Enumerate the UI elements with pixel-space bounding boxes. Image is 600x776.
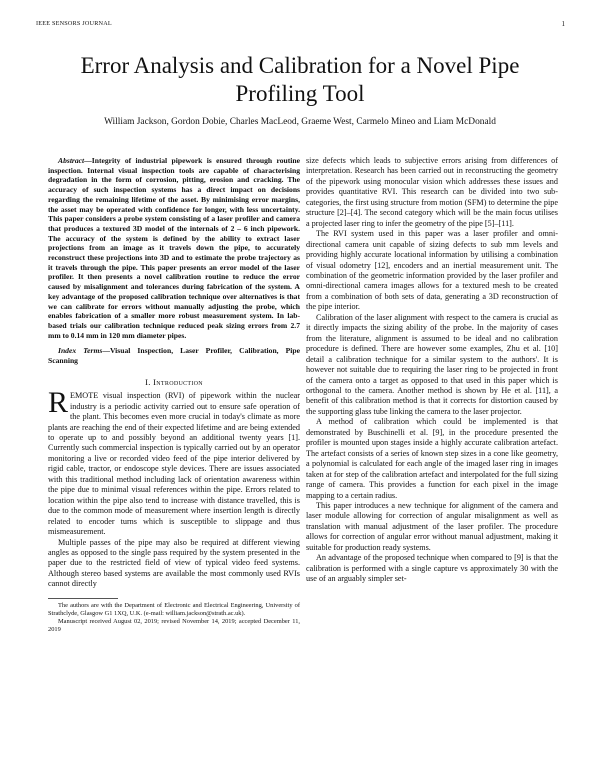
paper-title: Error Analysis and Calibration for a Novel Pipe Profiling Tool (80, 53, 520, 106)
index-terms-text: —Visual Inspection, Laser Profiler, Calibration, Pipe Scanning (48, 346, 300, 366)
first-word: EMOTE (70, 391, 99, 401)
section-title: Introduction (153, 376, 203, 387)
section-heading-introduction (48, 377, 300, 387)
drop-cap: R (48, 386, 69, 420)
running-head: IEEE SENSORS JOURNAL (36, 20, 112, 27)
left-column (48, 156, 300, 634)
index-terms (48, 346, 300, 365)
section-number: I. (145, 376, 151, 387)
right-paragraph-6: An advantage of the proposed technique when compared to [9] is that the calibration is performed with a single capture vs approximately 30 with the use of an arguably simpler set- (306, 553, 558, 584)
right-paragraph-2: The RVI system used in this paper was a laser profiler and omni-directional camera unit capable of sizing defects to sub mm levels and providing highly accurate locational information by utilising a combination of visual odometry [12], encoders and an inertial measurement unit. The combination of the geometric information provided by the laser profiler and omni-directional camera images allows for a textured mesh to be created from a combination of both sets of data, generating a 3D reconstruction of the pipe interior. (306, 229, 558, 312)
abstract-text: —Integrity of industrial pipework is ensured through routine inspection. Internal visual inspection tools are capable of characterising degradation in the form of corrosion, pitting, erosion and cracking. The accuracy of such inspection systems has a direct impact on decisions regarding the remaining lifetime of the asset. By minimising error margins, the asset may be operated with confidence for longer, with less uncertainty. This paper considers a probe system consisting of a laser profiler and camera that produces a textured 3D model of the internals of 2 – 6 inch pipework. The accuracy of the system is defined by the ability to extract laser projections from an image as it travels down the pipe, to accurately reconstruct these projections into 3D and to estimate the probe trajectory as it travels through the pipe. This paper presents an error model of the laser profiler. It then presents a novel calibration routine to reduce the error caused by misalignment and tolerances during fabrication of the system. A key advantage of the proposed calibration technique over alternatives is that we can calibrate for errors without manually adjusting the probe, which enables fabrication of a smaller more robust measurement system. In lab-based trials our calibration technique reduced peak sizing errors from 2.7 mm to 0.14 mm in 120 mm diameter pipes. (48, 156, 300, 340)
index-terms-lead: Index Terms (58, 346, 103, 356)
right-paragraph-1: size defects which leads to subjective errors arising from differences of interpretation. Research has been carried out in reconstructing the geometry of the pipework using monocular vision which addresses these issues and provides quantitative RVI. This research can be divided into two sub-categories, the first using structure from motion (SFM) to determine the pipe structure [2]–[4]. The second category which will be the main focus utilises a projected laser ring to infer the geometry of the pipe [5]–[11]. (306, 156, 558, 228)
footnote-affiliation: The authors are with the Department of Electronic and Electrical Engineering, University of Strathclyde, Glasgow G1 1XQ, U.K. (e-mail: william.jackson@strath.ac.uk). (48, 601, 300, 617)
right-paragraph-3: Calibration of the laser alignment with respect to the camera is crucial as it directly impacts the sizing ability of the probe. In the majority of cases from the literature, alignment is assumed to be ideal and no calibration procedure is defined. There are however some examples, Zhu et al. [10] detail a calibration technique for a similar system to the authors'. It is however not suitable due to requiring the laser ring to be projected in front of the camera onto a target as opposed to that used in this paper which is orthogonal to the camera. Another method is shown by He et al. [11], a benefit of this calibration method is that it corrects for distortion caused by the supporting glass tube linking the camera to the laser projector. (306, 312, 558, 416)
footnote-divider (48, 598, 118, 599)
intro-paragraph-1 (48, 386, 300, 537)
footnote-manuscript-dates: Manuscript received August 02, 2019; revised November 14, 2019; accepted December 11, 2019 (48, 617, 300, 633)
intro-paragraph-1-text: visual inspection (RVI) of pipework within the nuclear industry is a periodic activity carried out to ensure safe operation of the plant. This becomes even more crucial in today's climate as more plants are reaching the end of their expected lifetime and are being extended to operate up to and possibly beyond an additional twenty years [1]. Currently such commercial inspection is typically carried out by an operator monitoring a live or recorded video feed of the pipe interior delivered by rigid cable, tractor, or endoscope style devices. There are issues associated with this traditional method including lack of orientation awareness within the pipe due to minimal visual references within the pipe. Errors related to location within the pipe also tend to increase with distance travelled, this is due to the common mode of measurement where insertion length is directly related to encoder turns which is susceptible to slippage and thus mismeasurement. (48, 391, 300, 537)
abstract (48, 156, 300, 340)
abstract-lead: Abstract (58, 156, 85, 165)
right-paragraph-5: This paper introduces a new technique for alignment of the camera and laser module allowing for correction of angular misalignment as well as translation with manual adjustment of the laser profiler. The procedure allows for correction of angular error without manual adjustment, making it suitable for production ready systems. (306, 500, 558, 552)
page-number: 1 (561, 20, 565, 28)
author-list: William Jackson, Gordon Dobie, Charles MacLeod, Graeme West, Carmelo Mineo and Liam McDonald (104, 117, 496, 127)
intro-paragraph-2: Multiple passes of the pipe may also be required at different viewing angles as opposed to the single pass required by the system presented in the paper due to the restricted field of view of typical video feed systems. Although stereo based systems are available the most commonly used RVIs cannot directly (48, 537, 300, 589)
right-paragraph-4: A method of calibration which could be implemented is that demonstrated by Buschinelli et al. [9], in the procedure presented the profiler is mounted upon stages inside a highly accurate calibration artefact. The artefact consists of a series of known step sizes in a cone like geometry, a polynomial is calculated for each angle of the imaged laser ring in images taken at for step of the calibration artefact and interpolated for the full sizing range of camera. This provides a function for each pixel in the image mapping to a certain radius. (306, 417, 558, 500)
right-column (306, 156, 558, 585)
